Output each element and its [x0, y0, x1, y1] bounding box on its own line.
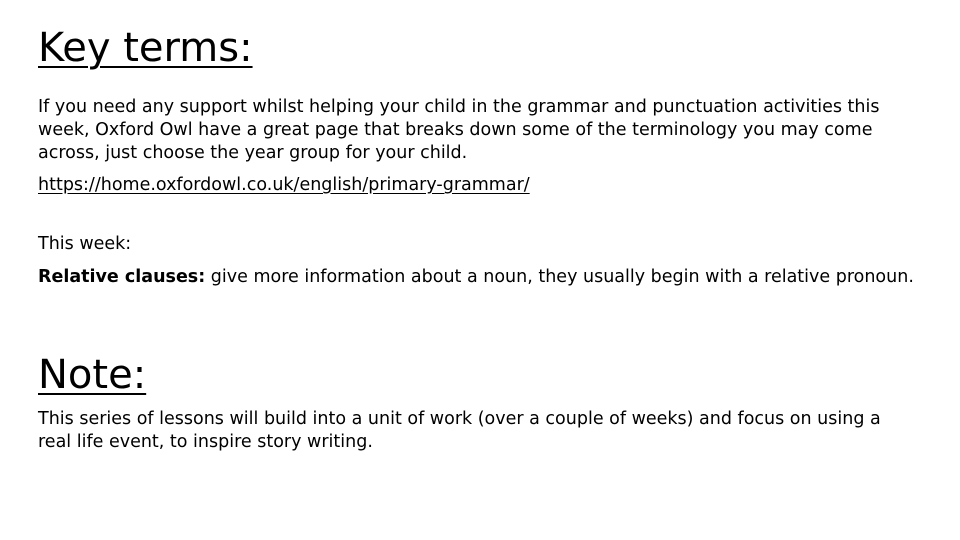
- relative-clauses-definition: give more information about a noun, they usually begin with a relative pronoun.: [205, 267, 914, 287]
- key-terms-heading: Key terms:: [38, 25, 253, 71]
- relative-clauses-paragraph: [38, 266, 918, 289]
- intro-paragraph: If you need any support whilst helping your child in the grammar and punctuation activities this week, Oxford Owl have a great page that breaks down some of the terminology you may come across, just choose the year group for your child.: [38, 97, 880, 163]
- this-week-label: This week:: [38, 234, 132, 254]
- oxford-owl-link[interactable]: https://home.oxfordowl.co.uk/english/primary-grammar/: [38, 175, 530, 195]
- link-paragraph: [38, 174, 918, 197]
- note-paragraph: This series of lessons will build into a unit of work (over a couple of weeks) and focus on using a real life event, to inspire story writing.: [38, 409, 881, 452]
- relative-clauses-term: Relative clauses:: [38, 267, 206, 287]
- note-heading: Note:: [38, 352, 147, 398]
